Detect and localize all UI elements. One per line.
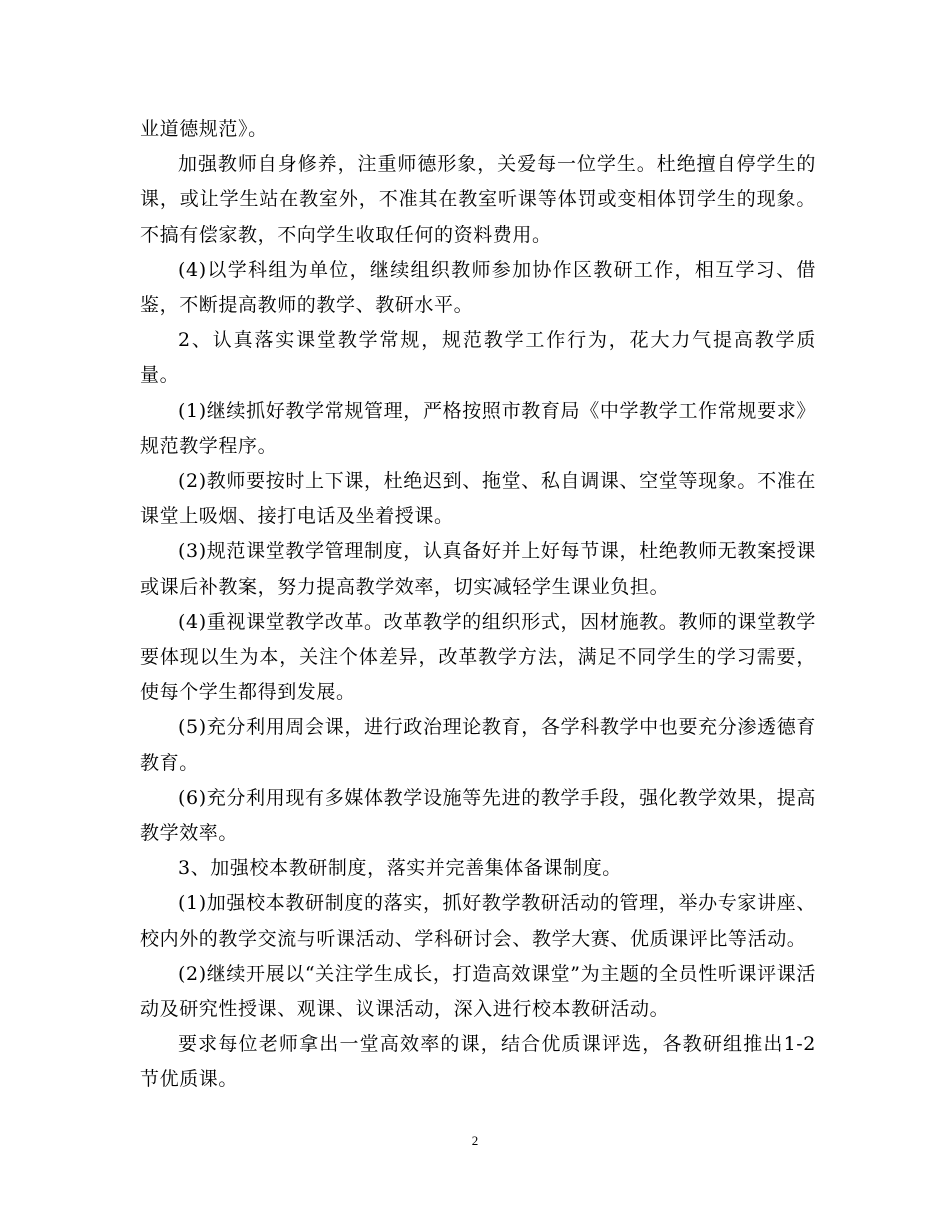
paragraph: 3、加强校本教研制度，落实并完善集体备课制度。 <box>178 857 622 880</box>
paragraph: (1)继续抓好教学常规管理，严格按照市教育局《中学教学工作常规要求》规范教学程序。 <box>140 399 816 457</box>
paragraph: (1)加强校本教研制度的落实，抓好教学教研活动的管理，举办专家讲座、校内外的教学交流与听课活动、学科研讨会、教学大赛、优质课评比等活动。 <box>140 892 816 950</box>
page-number: 2 <box>471 1133 479 1148</box>
paragraph: 要求每位老师拿出一堂高效率的课，结合优质课评选，各教研组推出1-2节优质课。 <box>140 1033 816 1091</box>
paragraph: (2)继续开展以“关注学生成长，打造高效课堂”为主题的全员性听课评课活动及研究性授课、观课、议课活动，深入进行校本教研活动。 <box>140 962 816 1021</box>
paragraph: 2、认真落实课堂教学常规，规范教学工作行为，花大力气提高教学质量。 <box>140 329 816 387</box>
paragraph: (6)充分利用现有多媒体教学设施等先进的教学手段，强化教学效果，提高教学效率。 <box>140 786 816 845</box>
paragraph: (3)规范课堂教学管理制度，认真备好并上好每节课，杜绝教师无教案授课或课后补教案，努力提高教学效率，切实减轻学生课业负担。 <box>140 540 816 598</box>
paragraph: (4)重视课堂教学改革。改革教学的组织形式，因材施教。教师的课堂教学要体现以生为本，关注个体差异，改革教学方法，满足不同学生的学习需要，使每个学生都得到发展。 <box>140 610 816 704</box>
paragraph: (4)以学科组为单位，继续组织教师参加协作区教研工作，相互学习、借鉴，不断提高教师的教学、教研水平。 <box>140 258 816 317</box>
paragraph: 业道德规范》。 <box>140 118 268 140</box>
body-text <box>140 112 816 1098</box>
paragraph: 加强教师自身修养，注重师德形象，关爱每一位学生。杜绝擅自停学生的课，或让学生站在教室外，不准其在教室听课等体罚或变相体罚学生的现象。不搞有偿家教，不向学生收取任何的资料费用。 <box>140 153 816 246</box>
paragraph: (5)充分利用周会课，进行政治理论教育，各学科教学中也要充分渗透德育教育。 <box>140 716 816 774</box>
paragraph: (2)教师要按时上下课，杜绝迟到、拖堂、私自调课、空堂等现象。不准在课堂上吸烟、接打电话及坐着授课。 <box>140 470 816 528</box>
